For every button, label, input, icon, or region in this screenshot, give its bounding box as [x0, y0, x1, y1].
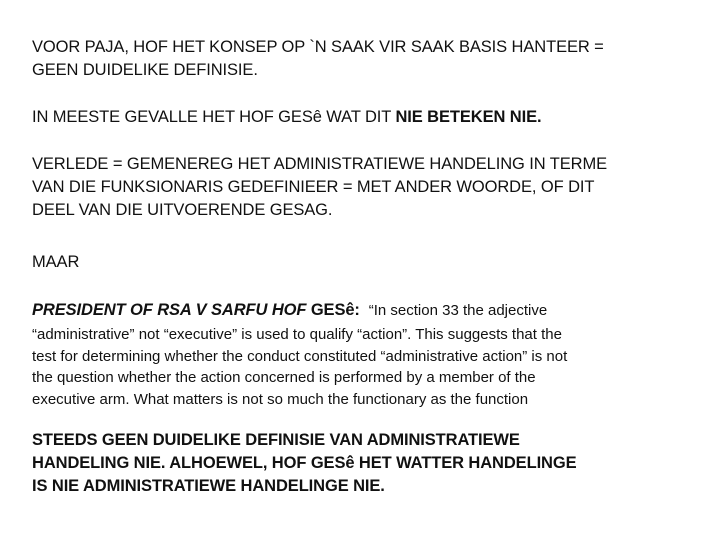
- paragraph-paja-concept: [32, 36, 604, 82]
- normal-text: IN MEESTE GEVALLE HET HOF GESê WAT DIT: [32, 108, 391, 126]
- text-line: VERLEDE = GEMENEREG HET ADMINISTRATIEWE HANDELING IN TERME: [32, 155, 608, 173]
- paragraph-sarfu-case: [32, 298, 692, 410]
- text-line: GEEN DUIDELIKE DEFINISIE.: [32, 61, 258, 79]
- case-name: PRESIDENT OF RSA V SARFU HOF: [32, 301, 307, 319]
- paragraph-common-law: [32, 153, 607, 222]
- quote-line: “administrative” not “executive” is used to qualify “action”. This suggests that the: [32, 326, 562, 343]
- text-line: IS NIE ADMINISTRATIEWE HANDELINGE NIE.: [32, 477, 385, 495]
- text-line: [32, 106, 541, 129]
- quote-line: executive arm. What matters is not so much the functionary as the function: [32, 390, 529, 408]
- paragraph-court-meaning: [32, 106, 541, 129]
- gese-label: GESê:: [310, 301, 360, 319]
- text-line: DEEL VAN DIE UITVOERENDE GESAG.: [32, 201, 333, 219]
- text-line: VOOR PAJA, HOF HET KONSEP OP `N SAAK VIR SAAK BASIS HANTEER =: [32, 38, 604, 56]
- text-line: VAN DIE FUNKSIONARIS GEDEFINIEER = MET ANDER WOORDE, OF DIT: [32, 178, 595, 196]
- quote-line: the question whether the action concerned is performed by a member of the: [32, 369, 536, 386]
- bold-text: NIE BETEKEN NIE.: [395, 108, 542, 126]
- text-line: HANDELING NIE. ALHOEWEL, HOF GESê HET WATTER HANDELINGE: [32, 454, 577, 472]
- text-line: MAAR: [32, 253, 80, 271]
- quote-line: test for determining whether the conduct constituted “administrative action” is not: [32, 347, 568, 365]
- paragraph-maar: [32, 251, 79, 274]
- text-line: [32, 298, 692, 324]
- paragraph-still-no-definition: [32, 429, 577, 498]
- text-line: STEEDS GEEN DUIDELIKE DEFINISIE VAN ADMINISTRATIEWE: [32, 431, 520, 449]
- quote-start: “In section 33 the adjective: [368, 302, 548, 319]
